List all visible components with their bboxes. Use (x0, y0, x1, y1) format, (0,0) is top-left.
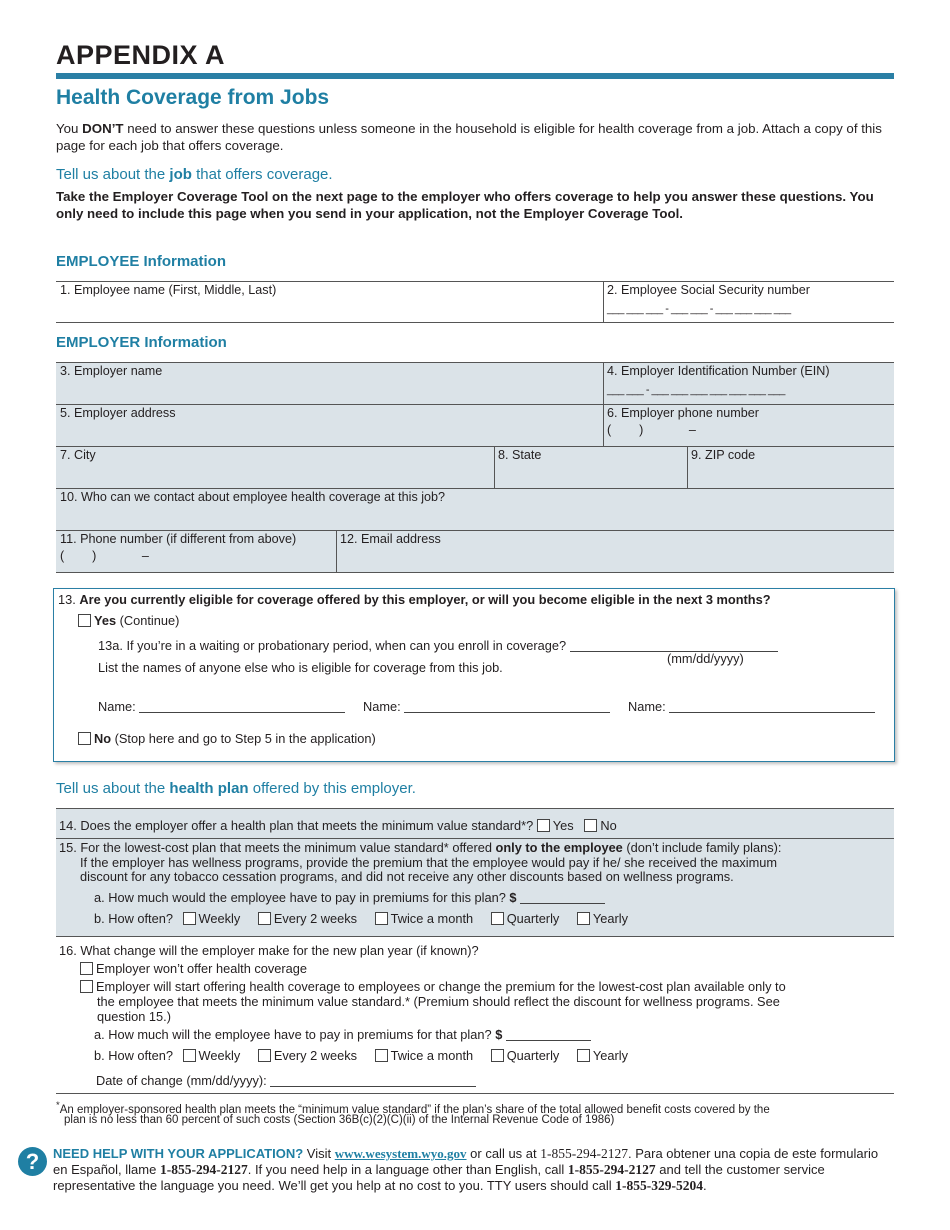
date-of-change: Date of change (mm/dd/yyyy): (96, 1073, 476, 1088)
ssn-mask: ___ ___ ___ - ___ ___ - ___ ___ ___ ___ (607, 303, 791, 315)
employer-phone-label: 6. Employer phone number (607, 406, 759, 420)
employer-ein-label: 4. Employer Identification Number (EIN) (607, 364, 830, 378)
q15-yearly-option[interactable]: Yearly (577, 911, 628, 926)
state-field[interactable] (494, 446, 687, 488)
q15-line3: discount for any tobacco cessation programs, and did not receive any other discounts based on wellness programs. (80, 869, 734, 884)
q14-no-checkbox[interactable] (584, 819, 597, 832)
q16-change-line2: the employee that meets the minimum value standard.* (Premium should reflect the discount for wellness programs. See (97, 994, 780, 1009)
employer-name-field[interactable] (56, 362, 603, 404)
q16-weekly-option[interactable]: Weekly (183, 1048, 241, 1063)
help-website-link[interactable]: www.wesystem.wyo.gov (334, 1146, 467, 1161)
q16b-frequency: b. How often? Weekly Every 2 weeks Twice a month Quarterly Yearly (94, 1048, 628, 1063)
q16-no-coverage-option[interactable]: Employer won’t offer health coverage (80, 961, 307, 976)
intro-paragraph: You DON’T need to answer these questions unless someone in the household is eligible for health coverage from a job. Attach a copy of this page for each job that offers coverage. (56, 121, 882, 153)
employer-heading: EMPLOYER Information (56, 334, 227, 351)
name-field-3[interactable]: Name: (628, 699, 875, 714)
q16-change-line3: question 15.) (97, 1009, 171, 1024)
contact-field[interactable] (56, 488, 894, 530)
q16-premium-blank[interactable] (506, 1040, 591, 1041)
list-names-text: List the names of anyone else who is eligible for coverage from this job. (98, 660, 503, 675)
email-label: 12. Email address (340, 532, 441, 546)
q13-no-checkbox[interactable] (78, 732, 91, 745)
employee-name-field[interactable] (56, 281, 603, 322)
employer-address-field[interactable] (56, 404, 603, 446)
q13-yes-checkbox[interactable] (78, 614, 91, 627)
q16a-question: a. How much will the employee have to pay in premiums for that plan? $ (94, 1027, 591, 1042)
employer-phone-mask: ( ) – (607, 423, 696, 437)
employee-heading: EMPLOYEE Information (56, 253, 227, 270)
q15-biweekly-option[interactable]: Every 2 weeks (258, 911, 357, 926)
contact-label: 10. Who can we contact about employee health coverage at this job? (60, 490, 446, 504)
contact-phone-mask: ( ) – (60, 549, 149, 563)
header-rule (56, 73, 894, 79)
employee-name-label: 1. Employee name (First, Middle, Last) (60, 283, 277, 297)
zip-label: 9. ZIP code (691, 448, 756, 462)
contact-phone-label: 11. Phone number (if different from above) (60, 532, 297, 546)
q15-premium-blank[interactable] (520, 903, 605, 904)
q15-quarterly-option[interactable]: Quarterly (491, 911, 560, 926)
q16-yearly-option[interactable]: Yearly (577, 1048, 628, 1063)
state-label: 8. State (498, 448, 542, 462)
contact-phone-field[interactable] (56, 530, 336, 572)
q15-line2: If the employer has wellness programs, provide the premium that the employee would pay if he/ she received the maximum (80, 855, 778, 870)
employer-name-label: 3. Employer name (60, 364, 163, 378)
q14-yes-checkbox[interactable] (537, 819, 550, 832)
q16-change-checkbox[interactable] (80, 980, 93, 993)
q16-question: 16. What change will the employer make for the new plan year (if known)? (59, 943, 479, 958)
q16-no-coverage-checkbox[interactable] (80, 962, 93, 975)
employer-ein-field[interactable] (603, 362, 894, 404)
q15-weekly-option[interactable]: Weekly (183, 911, 241, 926)
health-plan-subheading: Tell us about the health plan offered by this employer. (56, 780, 416, 797)
help-icon: ? (18, 1147, 47, 1176)
q15a-question: a. How much would the employee have to pay in premiums for this plan? $ (94, 890, 605, 905)
city-field[interactable] (56, 446, 494, 488)
employer-address-label: 5. Employer address (60, 406, 176, 420)
q13-yes-option[interactable]: Yes (Continue) (78, 613, 179, 628)
q16-quarterly-option[interactable]: Quarterly (491, 1048, 560, 1063)
appendix-heading: APPENDIX A (56, 40, 226, 70)
q13a-date-hint: (mm/dd/yyyy) (667, 651, 744, 666)
job-subheading: Tell us about the job that offers coverage. (56, 166, 333, 183)
q13a-question: 13a. If you’re in a waiting or probationary period, when can you enroll in coverage? (98, 638, 778, 653)
q13-question: 13. Are you currently eligible for coverage offered by this employer, or will you become eligible in the next 3 months? (58, 592, 771, 607)
date-of-change-blank[interactable] (270, 1086, 476, 1087)
city-label: 7. City (60, 448, 96, 462)
name-field-2[interactable]: Name: (363, 699, 610, 714)
q16-twice-month-option[interactable]: Twice a month (375, 1048, 474, 1063)
q15-twice-month-option[interactable]: Twice a month (375, 911, 474, 926)
q16-biweekly-option[interactable]: Every 2 weeks (258, 1048, 357, 1063)
q16-change-option[interactable]: Employer will start offering health coverage to employees or change the premium for the lowest-cost plan available only to (80, 979, 786, 994)
footnote: *An employer-sponsored health plan meets the “minimum value standard” if the plan’s share of the total allowed benefit costs covered by the (56, 1100, 770, 1116)
q14-question: 14. Does the employer offer a health plan that meets the minimum value standard*? Yes No (59, 818, 617, 833)
page-title: Health Coverage from Jobs (56, 86, 330, 109)
employer-phone-field[interactable] (603, 404, 894, 446)
q15b-frequency: b. How often? Weekly Every 2 weeks Twice a month Quarterly Yearly (94, 911, 628, 926)
zip-field[interactable] (687, 446, 894, 488)
ein-mask: ___ ___ - ___ ___ ___ ___ ___ ___ ___ (607, 384, 785, 396)
employee-ssn-label: 2. Employee Social Security number (607, 283, 810, 297)
help-paragraph: NEED HELP WITH YOUR APPLICATION? Visit www.wesystem.wyo.gov or call us at 1-855-294-2127. Para obtener una copia de este formulario en Español, llame 1-855-294-2127. If you need help in a language other than English, call 1-855-294-2127 and tell the customer service representative the language you need. We’ll get you help at no cost to you. TTY users should call 1-855-329-5204. (53, 1146, 879, 1193)
q13-no-option[interactable]: No (Stop here and go to Step 5 in the application) (78, 731, 376, 746)
instructions-paragraph: Take the Employer Coverage Tool on the next page to the employer who offers coverage to help you answer these questions. You only need to include this page when you send in your application, not the Employer Coverage Tool. (56, 189, 874, 221)
footnote-line2: plan is no less than 60 percent of such costs (Section 36B(c)(2)(C)(ii) of the Internal Revenue Code of 1986) (64, 1114, 615, 1126)
employee-ssn-field[interactable] (603, 281, 894, 322)
name-field-1[interactable]: Name: (98, 699, 345, 714)
email-field[interactable] (336, 530, 894, 572)
q15-question: 15. For the lowest-cost plan that meets the minimum value standard* offered only to the employee (don’t include family plans): (59, 840, 782, 855)
